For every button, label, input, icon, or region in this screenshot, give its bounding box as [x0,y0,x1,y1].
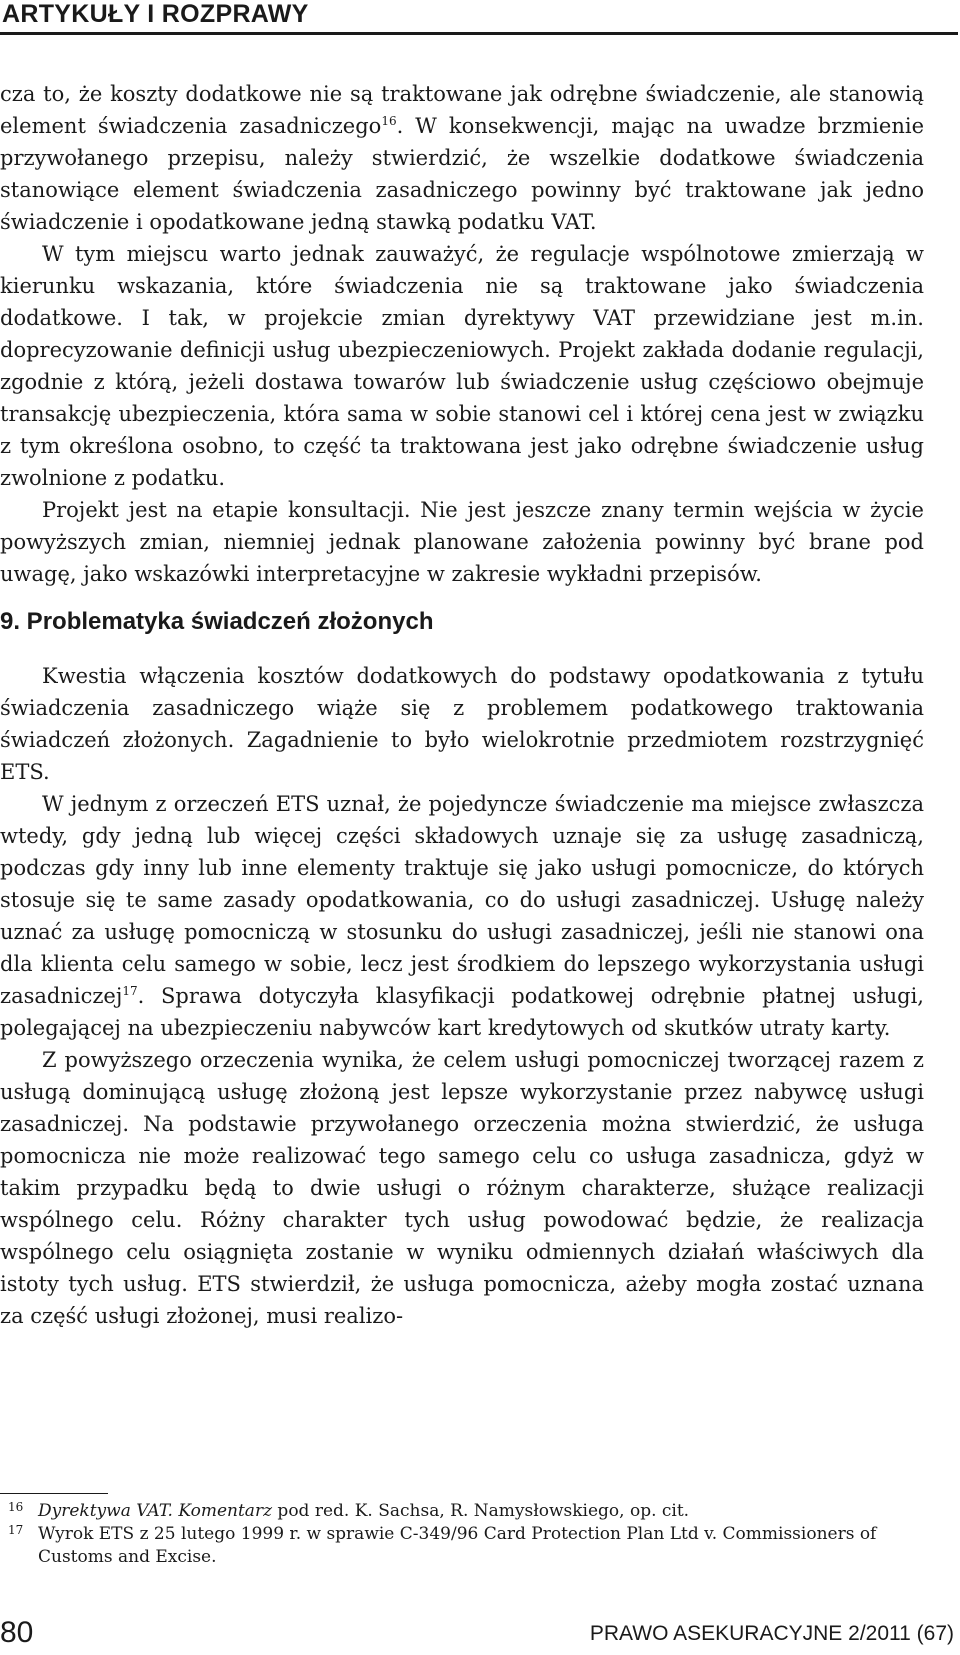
footnote [0,1523,924,1569]
paragraph-6: Z powyższego orzeczenia wynika, że celem usługi pomocniczej tworzącej razem z usługą dominującą usługę złożoną jest lepsze wykorzystanie przez nabywcę usługi zasadniczej. Na podstawie przywołanego orzeczenia można stwierdzić, że usługa pomocnicza nie może realizować tego samego celu co usługa zasadnicza, gdyż w takim przypadku będą to dwie usługi o różnym charakterze, służące realizacji wspólnego celu. Różny charakter tych usług powodować będzie, że realizacja wspólnego celu osiągnięta zostanie w wyniku odmiennych działań właściwych dla istoty tych usług. ETS stwierdził, że usługa pomocnicza, ażeby mogła zostać uznana za część usługi złożonej, musi realizo- [0,1048,924,1328]
article-body [0,78,924,1332]
footnote-number: 17 [8,1523,24,1537]
page-number: 80 [0,1616,34,1649]
footnote-text: Wyrok ETS z 25 lutego 1999 r. w sprawie C-349/96 Card Protection Plan Ltd v. Commissioners of Customs and Excise. [38,1524,877,1567]
footnote-ref-17[interactable]: 17 [122,984,138,998]
paragraph-1-text-b: . W konsekwencji, mając na uwadze brzmienie przywołanego przepisu, należy stwierdzić, że wszelkie dodatkowe świadczenia stanowiące element świadczenia zasadniczego powinny być traktowane jak jedno świadczenie i opodatkowane jedną stawką podatku VAT. [0,114,924,234]
footnote [0,1500,924,1523]
footnote-italic: Dyrektywa VAT. Komentarz [38,1501,273,1521]
paragraph-3: Projekt jest na etapie konsultacji. Nie jest jeszcze znany termin wejścia w życie powyższych zmian, niemniej jednak planowane założenia powinny być brane pod uwagę, jako wskazówki interpretacyjne w zakresie wykładni przepisów. [0,498,924,586]
paragraph-2: W tym miejscu warto jednak zauważyć, że regulacje wspólnotowe zmierzają w kierunku wskazania, które świadczenia nie są traktowane jako świadczenia dodatkowe. I tak, w projekcie zmian dyrektywy VAT przewidziane jest m.in. doprecyzowanie definicji usług ubezpieczeniowych. Projekt zakłada dodanie regulacji, zgodnie z którą, jeżeli dostawa towarów lub świadczenie usług częściowo obejmuje transakcję ubezpieczenia, która sama w sobie stanowi cel i której cena jest w związku z tym określona osobno, to część ta traktowana jest jako odrębne świadczenie usług zwolnione z podatku. [0,242,924,490]
paragraph-5 [0,788,924,1044]
paragraph-1 [0,78,924,238]
section-heading: 9. Problematyka świadczeń złożonych [0,608,434,635]
paragraph-4: Kwestia włączenia kosztów dodatkowych do podstawy opodatkowania z tytułu świadczenia zasadniczego wiąże się z problemem podatkowego traktowania świadczeń złożonych. Zagadnienie to było wielokrotnie przedmiotem rozstrzygnięć ETS. [0,664,924,784]
journal-title: PRAWO ASEKURACYJNE 2/2011 (67) [589,1622,954,1645]
header-rule [0,32,958,35]
footnote-rule [0,1493,108,1494]
footnote-ref-16[interactable]: 16 [381,114,397,128]
paragraph-1-text-a: cza to, że koszty dodatkowe nie są traktowane jak odrębne świadczenie, ale stanowią element świadczenia zasadniczego [0,82,924,138]
section-label: ARTYKUŁY I ROZPRAWY [2,0,309,28]
paragraph-5-text-b: . Sprawa dotyczyła klasyfikacji podatkowej odrębnie płatnej usługi, polegającej na ubezpieczeniu nabywców kart kredytowych od skutków utraty karty. [0,984,924,1040]
paragraph-5-text-a: W jednym z orzeczeń ETS uznał, że pojedyncze świadczenie ma miejsce zwłaszcza wtedy, gdy jedną lub więcej części składowych uznaje się za usługę zasadniczą, podczas gdy inny lub inne elementy traktuje się jako usługi pomocnicze, do których stosuje się te same zasady opodatkowania, co do usługi zasadniczej. Usługę należy uznać za usługę pomocniczą w stosunku do usługi zasadniczej, jeśli nie stanowi ona dla klienta celu samego w sobie, lecz jest środkiem do lepszego wykorzystania usługi zasadniczej [0,792,924,1008]
footnote-text: pod red. K. Sachsa, R. Namysłowskiego, op. cit. [272,1501,690,1521]
footnote-number: 16 [8,1500,24,1514]
footnotes [0,1500,924,1569]
